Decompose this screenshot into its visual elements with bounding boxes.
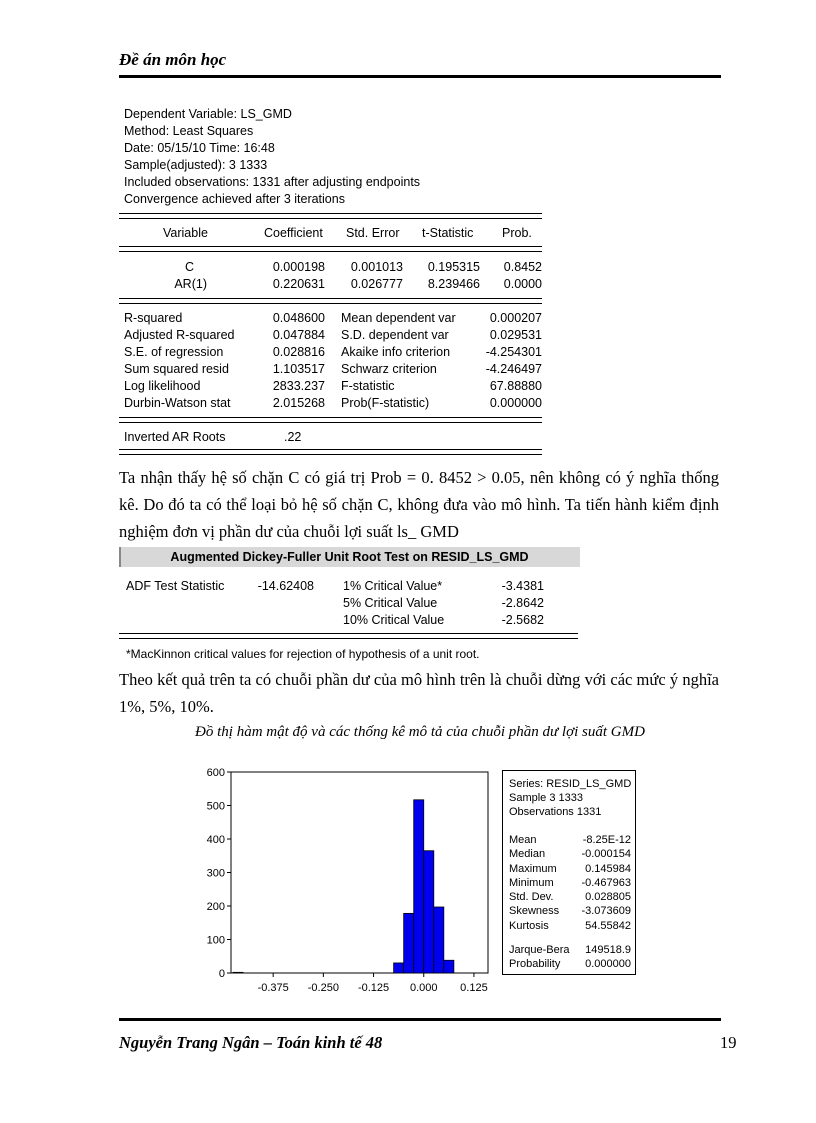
roots-value: .22 [284, 430, 302, 444]
x-tick-label: -0.125 [357, 982, 390, 994]
table-rule [119, 246, 542, 252]
x-tick-label: -0.250 [307, 982, 339, 994]
stats-label: Minimum [509, 876, 554, 889]
stats-row [509, 890, 631, 904]
y-tick-label: 400 [206, 834, 225, 846]
stats-value: -0.467963 [581, 876, 631, 889]
cell: 0.195315 [427, 260, 480, 274]
table-rule [119, 298, 542, 304]
cell: 0.001013 [350, 260, 403, 274]
reg-info-line: Date: 05/15/10 Time: 16:48 [124, 141, 275, 155]
stat-value: 1.103517 [272, 362, 325, 376]
header-rule [119, 75, 721, 78]
adf-critical-label: 1% Critical Value* [343, 579, 443, 593]
stats-label: Skewness [509, 905, 560, 918]
x-tick-label: -0.375 [257, 982, 289, 994]
footer-rule [119, 1018, 721, 1021]
stats-label: Mean [509, 834, 537, 846]
adf-title: Augmented Dickey-Fuller Unit Root Test on RESID_LS_GMD [170, 550, 529, 564]
reg-info-line: Dependent Variable: LS_GMD [124, 107, 292, 121]
table-rule [119, 449, 542, 455]
stat-label: Prob(F-statistic) [341, 396, 430, 410]
paragraph-1: Ta nhận thấy hệ số chặn C có giá trị Prob = 0. 8452 > 0.05, nên không có ý nghĩa thống kê. Do đó ta có thể loại bỏ hệ số chặn C, không đưa vào mô hình. Ta tiến hành kiểm định nghiệm đơn vị phần dư của chuỗi lợi suất ls_ GMD [119, 468, 719, 541]
y-tick-label: 500 [206, 800, 225, 813]
stat-label: Adjusted R-squared [124, 328, 235, 342]
col-header: Prob. [502, 226, 532, 240]
table-rule [119, 417, 542, 423]
stats-value: 0.028805 [585, 891, 631, 904]
y-tick-label: 100 [206, 934, 225, 947]
table-rule [119, 213, 542, 219]
x-tick-label: 0.125 [460, 982, 488, 994]
stat-label: Sum squared resid [124, 362, 229, 376]
adf-critical-label: 5% Critical Value [343, 596, 438, 610]
page-number: 19 [720, 1033, 737, 1052]
stat-label: Mean dependent var [341, 311, 456, 325]
stats-row [509, 919, 631, 933]
stat-label: Schwarz criterion [341, 362, 437, 376]
stats-value: 149518.9 [585, 944, 631, 956]
stats-row [509, 862, 631, 876]
stats-observations: Observations 1331 [509, 806, 602, 818]
stat-value: 2.015268 [272, 396, 325, 410]
col-header: t-Statistic [422, 226, 474, 240]
cell: 0.000198 [272, 260, 325, 274]
histogram-bar [394, 963, 404, 973]
stat-value: -4.246497 [485, 362, 542, 376]
col-header: Coefficient [264, 226, 323, 240]
reg-info-line: Convergence achieved after 3 iterations [124, 192, 345, 206]
histogram-bar [444, 960, 454, 973]
paragraph-2: Theo kết quả trên ta có chuỗi phần dư của mô hình trên là chuỗi dừng với các mức ý nghĩa 1%, 5%, 10%. [119, 670, 719, 716]
stats-value: -8.25E-12 [582, 834, 631, 846]
figure-caption: Đồ thị hàm mật độ và các thống kê mô tả của chuỗi phần dư lợi suất GMD [195, 724, 645, 740]
page-header-title: Đề án môn học [119, 50, 227, 69]
stats-row [509, 943, 631, 957]
stat-value: 0.047884 [272, 328, 325, 342]
y-tick-label: 600 [206, 767, 225, 779]
stat-value: 0.000000 [489, 396, 542, 410]
stats-row [509, 847, 631, 861]
var-name: C [184, 260, 194, 274]
stats-row [509, 957, 631, 971]
reg-info-line: Included observations: 1331 after adjusting endpoints [124, 175, 421, 189]
stats-value: -3.073609 [581, 905, 631, 918]
stat-value: 0.029531 [489, 328, 542, 342]
stat-label: S.E. of regression [124, 345, 224, 359]
histogram-bar [434, 907, 444, 973]
roots-label: Inverted AR Roots [124, 430, 226, 444]
stats-label: Median [509, 848, 546, 861]
chart-frame [231, 772, 488, 973]
x-tick-label: 0.000 [409, 982, 438, 994]
reg-info-line: Sample(adjusted): 3 1333 [124, 158, 268, 172]
y-tick-label: 300 [206, 867, 225, 880]
stats-value: -0.000154 [581, 848, 631, 861]
col-header: Std. Error [346, 226, 400, 240]
stat-value: -4.254301 [485, 345, 542, 359]
adf-critical-value: -2.5682 [501, 613, 544, 627]
stats-sample: Sample 3 1333 [509, 792, 583, 804]
histogram-bar [404, 913, 414, 973]
stat-label: Akaike info criterion [341, 345, 451, 359]
histogram-bar [233, 972, 243, 973]
cell: 0.8452 [503, 260, 542, 274]
stats-row [509, 876, 631, 890]
var-name: AR(1) [174, 277, 207, 291]
stat-value: 0.028816 [272, 345, 325, 359]
stats-label: Jarque-Bera [509, 944, 570, 956]
cell: 0.0000 [503, 277, 542, 291]
stat-value: 0.000207 [489, 311, 542, 325]
stat-label: Durbin-Watson stat [124, 396, 231, 410]
adf-stat-label: ADF Test Statistic [126, 579, 225, 593]
stats-value: 0.145984 [585, 862, 631, 875]
table-rule [119, 633, 578, 639]
stat-value: 2833.237 [272, 379, 325, 393]
stat-label: F-statistic [341, 379, 395, 393]
y-tick-label: 0 [218, 968, 225, 980]
footer-author: Nguyễn Trang Ngân – Toán kinh tế 48 [119, 1033, 383, 1052]
stat-label: R-squared [124, 311, 183, 325]
adf-note: *MacKinnon critical values for rejection of hypothesis of a unit root. [126, 647, 480, 661]
stats-value: 0.000000 [585, 958, 631, 971]
histogram-bar [414, 800, 424, 973]
stats-label: Probability [509, 958, 561, 971]
adf-critical-label: 10% Critical Value [343, 613, 445, 627]
stat-value: 67.88880 [489, 379, 542, 393]
stats-label: Maximum [509, 862, 557, 875]
stats-row [509, 833, 631, 847]
stat-label: S.D. dependent var [341, 328, 449, 342]
reg-info-line: Method: Least Squares [124, 124, 254, 138]
cell: 8.239466 [427, 277, 480, 291]
stats-label: Kurtosis [509, 919, 549, 932]
stats-value: 54.55842 [585, 919, 631, 932]
stat-value: 0.048600 [272, 311, 325, 325]
adf-stat-value: -14.62408 [257, 579, 314, 593]
adf-critical-value: -3.4381 [501, 579, 544, 593]
col-header: Variable [163, 226, 208, 240]
y-tick-label: 200 [206, 901, 225, 913]
cell: 0.026777 [350, 277, 403, 291]
cell: 0.220631 [272, 277, 325, 291]
histogram-bar [424, 851, 434, 973]
stats-row [509, 904, 631, 918]
stat-label: Log likelihood [124, 379, 201, 393]
adf-critical-value: -2.8642 [501, 596, 544, 610]
descriptive-stats-box [502, 770, 636, 975]
stats-series: Series: RESID_LS_GMD [509, 778, 632, 790]
stats-label: Std. Dev. [509, 891, 554, 904]
